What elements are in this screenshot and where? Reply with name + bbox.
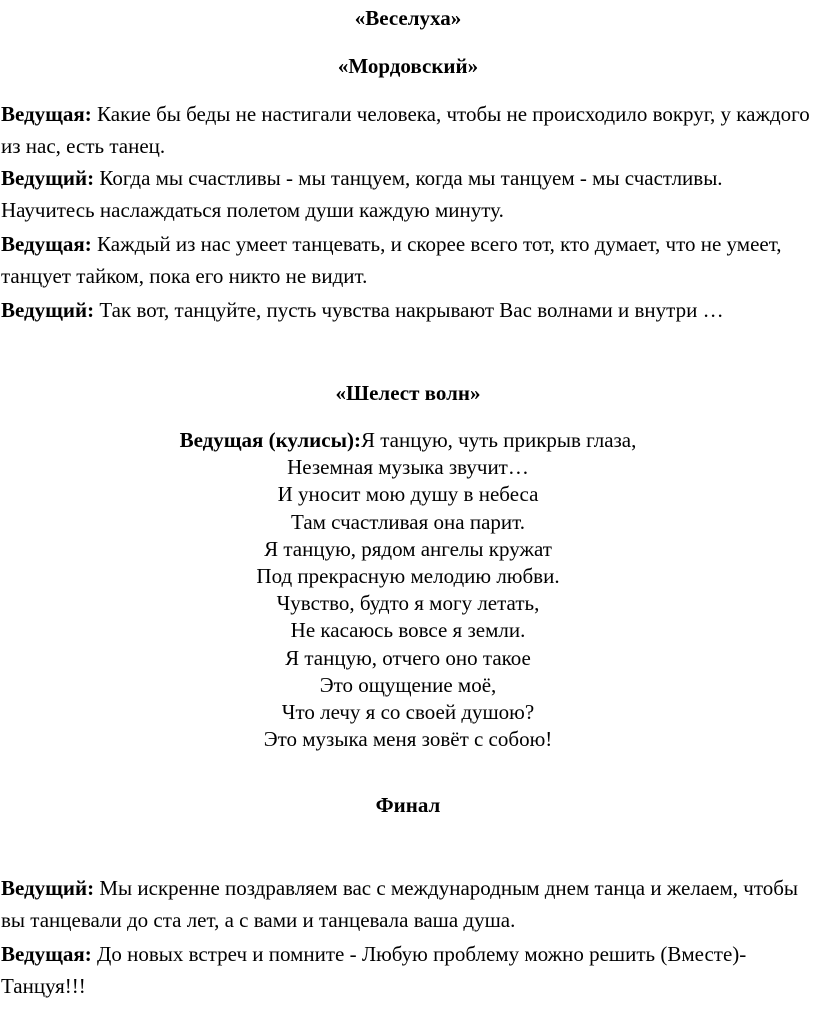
intro-paragraph-3 bbox=[1, 228, 815, 292]
poem-line-8: Не касаюсь вовсе я земли. bbox=[290, 618, 526, 643]
poem-line-9: Я танцую, отчего оно такое bbox=[285, 645, 531, 670]
document-title: «Веселуха» bbox=[354, 6, 462, 30]
speaker-label: Ведущий: bbox=[1, 876, 95, 900]
poem-line-text: Я танцую, чуть прикрыв глаза, bbox=[360, 428, 637, 452]
intro-paragraph-4 bbox=[1, 294, 815, 326]
poem-line-1 bbox=[0, 427, 816, 454]
paragraph-text: Какие бы беды не настигали человека, чтобы не происходило вокруг, у каждого из нас, есть танец. bbox=[1, 102, 810, 158]
paragraph-text: Каждый из нас умеет танцевать, и скорее всего тот, кто думает, что не умеет, танцует тайком, пока его никто не видит. bbox=[1, 232, 782, 288]
poem-line-7: Чувство, будто я могу летать, bbox=[276, 591, 540, 616]
poem-line-11: Что лечу я со своей душою? bbox=[281, 700, 535, 725]
paragraph-text: До новых встреч и помните - Любую проблему можно решить (Вместе)-Танцуя!!! bbox=[1, 942, 747, 998]
speaker-label: Ведущая: bbox=[1, 942, 92, 966]
intro-paragraph-2 bbox=[1, 162, 815, 226]
speaker-label: Ведущий: bbox=[1, 298, 95, 322]
section-title-shelest-voln: «Шелест волн» bbox=[335, 381, 481, 405]
poem-line-10: Это ощущение моё, bbox=[319, 672, 497, 697]
poem-line-6: Под прекрасную мелодию любви. bbox=[256, 564, 560, 589]
poem-line-2: Неземная музыка звучит… bbox=[287, 455, 529, 480]
finale-paragraph-2 bbox=[1, 938, 815, 1002]
finale-paragraph-1 bbox=[1, 872, 815, 936]
poem-line-3: И уносит мою душу в небеса bbox=[277, 482, 539, 507]
section-title-mordovsky: «Мордовский» bbox=[337, 54, 479, 78]
section-title-final: Финал bbox=[375, 793, 441, 817]
speaker-label: Ведущая (кулисы): bbox=[179, 428, 361, 452]
speaker-label: Ведущая: bbox=[1, 102, 92, 126]
intro-paragraph-1 bbox=[1, 98, 815, 162]
paragraph-text: Так вот, танцуйте, пусть чувства накрывают Вас волнами и внутри … bbox=[94, 298, 724, 322]
speaker-label: Ведущий: bbox=[1, 166, 95, 190]
poem-line-4: Там счастливая она парит. bbox=[291, 509, 525, 534]
paragraph-text: Мы искренне поздравляем вас с международным днем танца и желаем, чтобы вы танцевали до ста лет, а с вами и танцевала ваша душа. bbox=[1, 876, 799, 932]
paragraph-text: Когда мы счастливы - мы танцуем, когда мы танцуем - мы счастливы. Научитесь наслаждаться полетом души каждую минуту. bbox=[1, 166, 723, 222]
poem-block bbox=[0, 427, 816, 753]
poem-line-12: Это музыка меня зовёт с собою! bbox=[263, 727, 553, 752]
poem-line-5: Я танцую, рядом ангелы кружат bbox=[264, 536, 552, 561]
speaker-label: Ведущая: bbox=[1, 232, 92, 256]
